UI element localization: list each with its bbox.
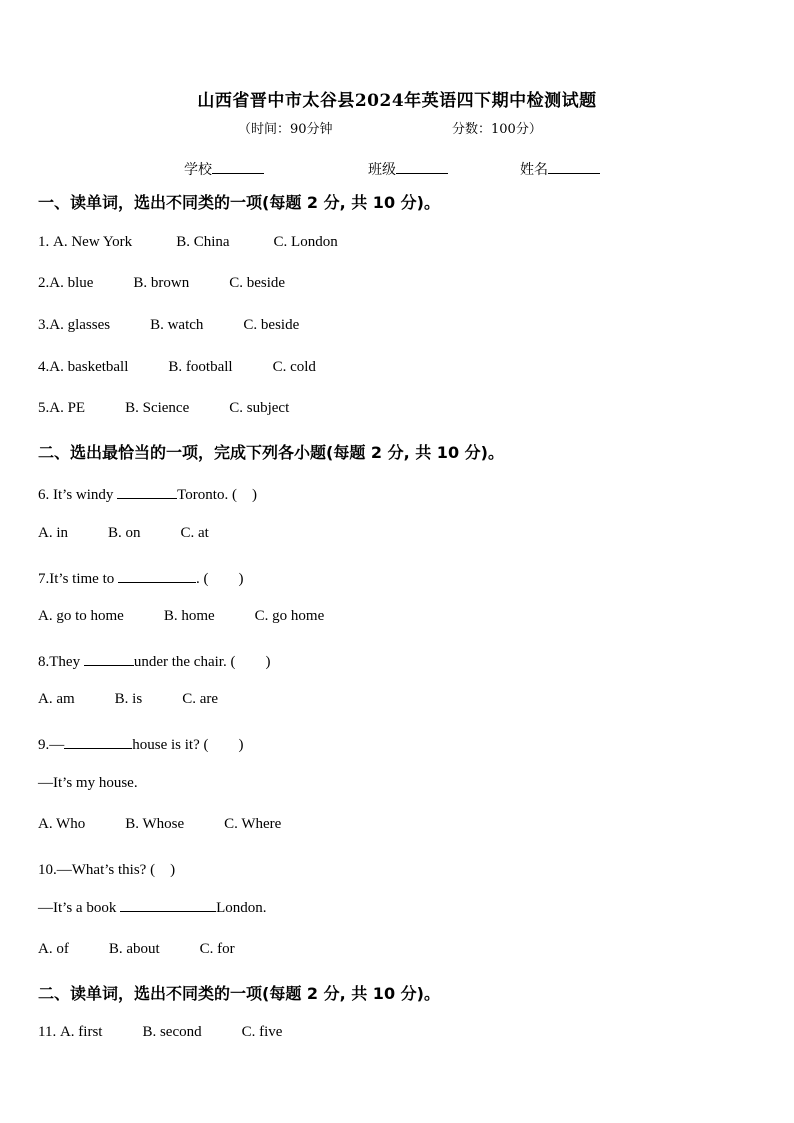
option-b[interactable]: B. football [168, 359, 233, 375]
option-b[interactable]: B. China [176, 234, 230, 250]
total-score: 分数：100分） [452, 122, 542, 137]
option-c[interactable]: C. five [241, 1024, 283, 1040]
answer-blank[interactable] [118, 570, 196, 583]
question-7-options [38, 608, 364, 625]
question-stem-end: house is it? ( ) [132, 737, 244, 753]
option-a[interactable]: A. New York [53, 234, 133, 250]
question-10-reply [38, 899, 267, 917]
answer-blank[interactable] [120, 899, 216, 912]
question-number: 5. [38, 400, 50, 416]
option-b[interactable]: B. Whose [125, 816, 185, 832]
option-a[interactable]: A. am [38, 691, 75, 707]
option-c[interactable]: C. cold [272, 359, 316, 375]
question-9 [38, 733, 243, 754]
name-label: 姓名 [520, 162, 548, 178]
option-c[interactable]: C. go home [254, 608, 325, 624]
question-11 [38, 1024, 322, 1041]
question-6 [38, 483, 257, 504]
question-stem-start: 9.— [38, 737, 65, 753]
option-b[interactable]: B. is [114, 691, 143, 707]
question-7 [38, 567, 244, 588]
option-b[interactable]: B. on [108, 525, 141, 541]
section-heading-2: 二、选出最恰当的一项，完成下列各小题(每题 2 分, 共 10 分)。 [38, 443, 504, 462]
question-5 [38, 400, 329, 417]
option-c[interactable]: C. for [199, 941, 235, 957]
school-field [184, 159, 264, 179]
option-c[interactable]: C. beside [229, 275, 286, 291]
question-9-options [38, 816, 321, 833]
question-4 [38, 359, 356, 376]
question-2 [38, 275, 325, 292]
name-blank[interactable] [548, 159, 600, 174]
question-stem-end: Toronto. ( ) [177, 487, 257, 503]
question-stem-start: 7.It’s time to [38, 571, 118, 587]
question-number: 1. [38, 234, 53, 250]
option-b[interactable]: B. second [142, 1024, 202, 1040]
question-number: 2. [38, 275, 50, 291]
option-b[interactable]: B. watch [150, 317, 204, 333]
question-1 [38, 234, 378, 251]
option-b[interactable]: B. Science [125, 400, 190, 416]
option-a[interactable]: A. basketball [49, 359, 129, 375]
time-limit: （时间：90分钟 [238, 122, 333, 137]
class-label: 班级 [368, 162, 396, 178]
option-a[interactable]: A. blue [49, 275, 94, 291]
question-stem-end: under the chair. ( ) [133, 654, 271, 670]
class-blank[interactable] [396, 159, 448, 174]
question-number: 4. [38, 359, 50, 375]
option-c[interactable]: C. Where [224, 816, 282, 832]
answer-blank[interactable] [64, 736, 132, 749]
question-10-options [38, 941, 275, 958]
class-field [368, 159, 448, 179]
option-a[interactable]: A. in [38, 525, 68, 541]
answer-blank[interactable] [117, 486, 177, 499]
page-title: 山西省晋中市太谷县2024年英语四下期中检测试题 [197, 91, 597, 111]
option-a[interactable]: A. PE [49, 400, 86, 416]
question-stem-start: 8.They [38, 654, 84, 670]
answer-blank[interactable] [84, 653, 134, 666]
option-b[interactable]: B. brown [133, 275, 190, 291]
option-c[interactable]: C. London [273, 234, 338, 250]
option-b[interactable]: B. about [108, 941, 160, 957]
option-a[interactable]: A. go to home [38, 608, 124, 624]
option-b[interactable]: B. home [163, 608, 215, 624]
option-c[interactable]: C. at [180, 525, 209, 541]
option-a[interactable]: A. glasses [49, 317, 111, 333]
question-3 [38, 317, 339, 334]
question-6-options [38, 525, 249, 542]
question-number: 3. [38, 317, 50, 333]
question-9-reply: —It’s my house. [38, 775, 138, 791]
question-8 [38, 650, 270, 671]
question-8-options [38, 691, 258, 708]
name-field [520, 159, 600, 179]
question-stem-end: . ( ) [196, 571, 244, 587]
option-c[interactable]: C. subject [229, 400, 290, 416]
option-a[interactable]: A. Who [38, 816, 86, 832]
question-stem-start: 6. It’s windy [38, 487, 118, 503]
question-10: 10.—What’s this? ( ) [38, 862, 176, 878]
school-blank[interactable] [212, 159, 264, 174]
question-number: 11. [38, 1024, 60, 1040]
section-heading-3: 二、读单词，选出不同类的一项(每题 2 分, 共 10 分)。 [38, 984, 440, 1003]
question-stem-start: —It’s a book [38, 900, 121, 916]
option-a[interactable]: A. of [38, 941, 69, 957]
school-label: 学校 [184, 162, 212, 178]
section-heading-1: 一、读单词，选出不同类的一项(每题 2 分, 共 10 分)。 [38, 193, 440, 212]
option-c[interactable]: C. are [182, 691, 219, 707]
option-c[interactable]: C. beside [243, 317, 300, 333]
question-stem-end: London. [216, 900, 267, 916]
option-a[interactable]: A. first [59, 1024, 103, 1040]
